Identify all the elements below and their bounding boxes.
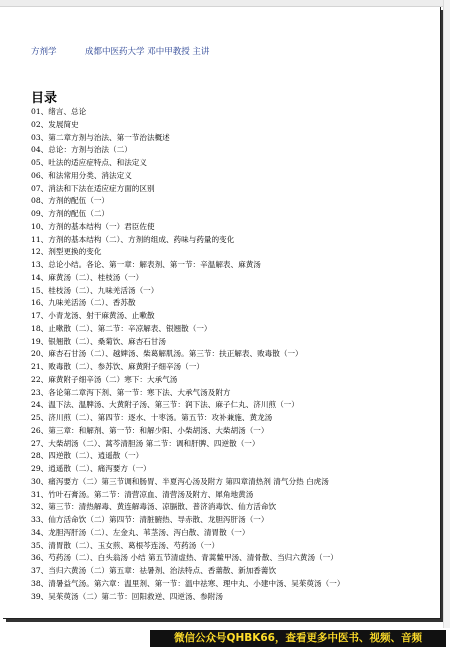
- toc-entry[interactable]: 05、吐法的适应症特点、和法定义: [31, 158, 147, 167]
- toc-entry[interactable]: 23、各论第二章泻下剂、第一节：寒下法、大承气汤及附方: [31, 387, 231, 397]
- viewer-top-strip: [0, 0, 450, 7]
- toc-entry[interactable]: 08、方剂的配伍（一）: [31, 196, 110, 206]
- toc-entry[interactable]: 30、痛泻要方（二）第三节调和肠胃、半夏泻心汤及附方 第四章清热剂 清气分热 白虎汤: [31, 476, 329, 486]
- toc-entry[interactable]: 24、温下法、温脾汤、大黄附子汤、第三节：润下法、麻子仁丸、济川煎（一）: [31, 400, 299, 410]
- toc-entry[interactable]: 03、第二章方剂与治法、第一节治法概述: [31, 132, 170, 142]
- toc-entry[interactable]: 15、桂枝汤（二）、九味羌活汤（一）: [31, 285, 159, 295]
- toc-entry[interactable]: 33、仙方活命饮（二）第四节：清脏腑热、导赤散、龙胆泻肝汤（一）: [31, 515, 269, 524]
- toc-entry[interactable]: 38、清暑益气汤。第六章：温里剂、第一节：温中祛寒、理中丸、小建中汤、吴茱萸汤（一）: [31, 578, 345, 588]
- toc-entry[interactable]: 37、当归六黄汤（二）第五章：祛暑剂、治法特点、香薷散、新加香薷饮: [31, 566, 277, 575]
- toc-entry[interactable]: 26、第三章：和解剂、第一节：和解少阳、小柴胡汤、大柴胡汤（一）: [31, 425, 269, 435]
- toc-entry[interactable]: 27、大柴胡汤（二）、蒿芩清胆汤 第二节：调和肝脾、四逆散（一）: [31, 438, 260, 448]
- toc-entry[interactable]: 20、麻杏石甘汤（二）、越婢汤、柴葛解肌汤。第三节：扶正解表、败毒散（一）: [31, 349, 303, 359]
- toc-entry[interactable]: 22、麻黄附子细辛汤（二）寒下：大承气汤: [31, 374, 178, 384]
- toc-entry[interactable]: 19、银翘散（二）、桑菊饮、麻杏石甘汤: [31, 336, 166, 346]
- lecturer-info: 成都中医药大学 邓中甲教授 主讲: [85, 47, 210, 57]
- toc-entry[interactable]: 35、清胃散（二）、玉女煎、葛根芩连汤、芍药汤（一）: [31, 540, 220, 550]
- toc-entry[interactable]: 14、麻黄汤（二）、桂枝汤（一）: [31, 272, 144, 282]
- toc-entry[interactable]: 21、败毒散（二）、参苏饮、麻黄附子细辛汤（一）: [31, 362, 204, 371]
- toc-entry[interactable]: 12、剂型更换的变化: [31, 247, 102, 257]
- toc-entry[interactable]: 02、发展简史: [31, 119, 79, 129]
- toc-entry[interactable]: 28、四逆散（二）、逍遥散（一）: [31, 451, 144, 461]
- toc-entry[interactable]: 25、济川煎（二）、第四节：逐水、十枣汤。第五节：攻补兼施、黄龙汤: [31, 413, 273, 422]
- toc-entry[interactable]: 07、消法和下法在适应症方面的区别: [31, 183, 155, 193]
- toc-entry[interactable]: 01、绪言、总论: [31, 107, 87, 116]
- toc-entry[interactable]: 16、九味羌活汤（二）、香苏散: [31, 298, 136, 308]
- toc-entry[interactable]: 10、方剂的基本结构（一）君臣佐使: [31, 221, 155, 231]
- toc-entry[interactable]: 29、逍遥散（二）、痛泻要方（一）: [31, 464, 151, 473]
- toc-title: 目录: [31, 91, 58, 106]
- course-name: 方剂学: [31, 47, 57, 57]
- toc-entry[interactable]: 13、总论小结。各论、第一章：解表剂、第一节：辛温解表、麻黄汤: [31, 260, 261, 269]
- promo-banner: 微信公众号QHBK66，查看更多中医书、视频、音频: [150, 630, 446, 647]
- toc-entry[interactable]: 04、总论：方剂与治法（二）: [31, 145, 132, 155]
- vertical-scrollbar[interactable]: [443, 0, 450, 628]
- toc-entry[interactable]: 11、方剂的基本结构（二）、方剂的组成、药味与药量的变化: [31, 234, 235, 244]
- toc-entry[interactable]: 39、吴茱萸汤（二）第二节：回阳救逆、四逆汤、参附汤: [31, 591, 223, 601]
- toc-entry[interactable]: 34、龙胆泻肝汤（二）、左金丸、苇茎汤、泻白散、清胃散（一）: [31, 527, 250, 537]
- document-page: [3, 7, 441, 619]
- table-of-contents: [31, 106, 426, 603]
- toc-entry[interactable]: 06、和法常用分类、消法定义: [31, 170, 132, 180]
- toc-entry[interactable]: 31、竹叶石膏汤。第二节：清营凉血、清营汤及附方、犀角地黄汤: [31, 489, 254, 499]
- toc-entry[interactable]: 17、小青龙汤、射干麻黄汤、止嗽散: [31, 311, 155, 320]
- toc-entry[interactable]: 32、第三节：清热解毒、黄连解毒汤、凉膈散、普济消毒饮、仙方活命饮: [31, 502, 277, 512]
- toc-entry[interactable]: 36、芍药汤（二）、白头翁汤 小结 第五节清虚热、青蒿鳖甲汤、清骨散、当归六黄汤（一）: [31, 553, 338, 563]
- toc-entry[interactable]: 18、止嗽散（二）、第二节：辛凉解表、银翘散（一）: [31, 323, 212, 333]
- toc-entry[interactable]: 09、方剂的配伍（二）: [31, 209, 110, 218]
- page-header: [31, 45, 431, 57]
